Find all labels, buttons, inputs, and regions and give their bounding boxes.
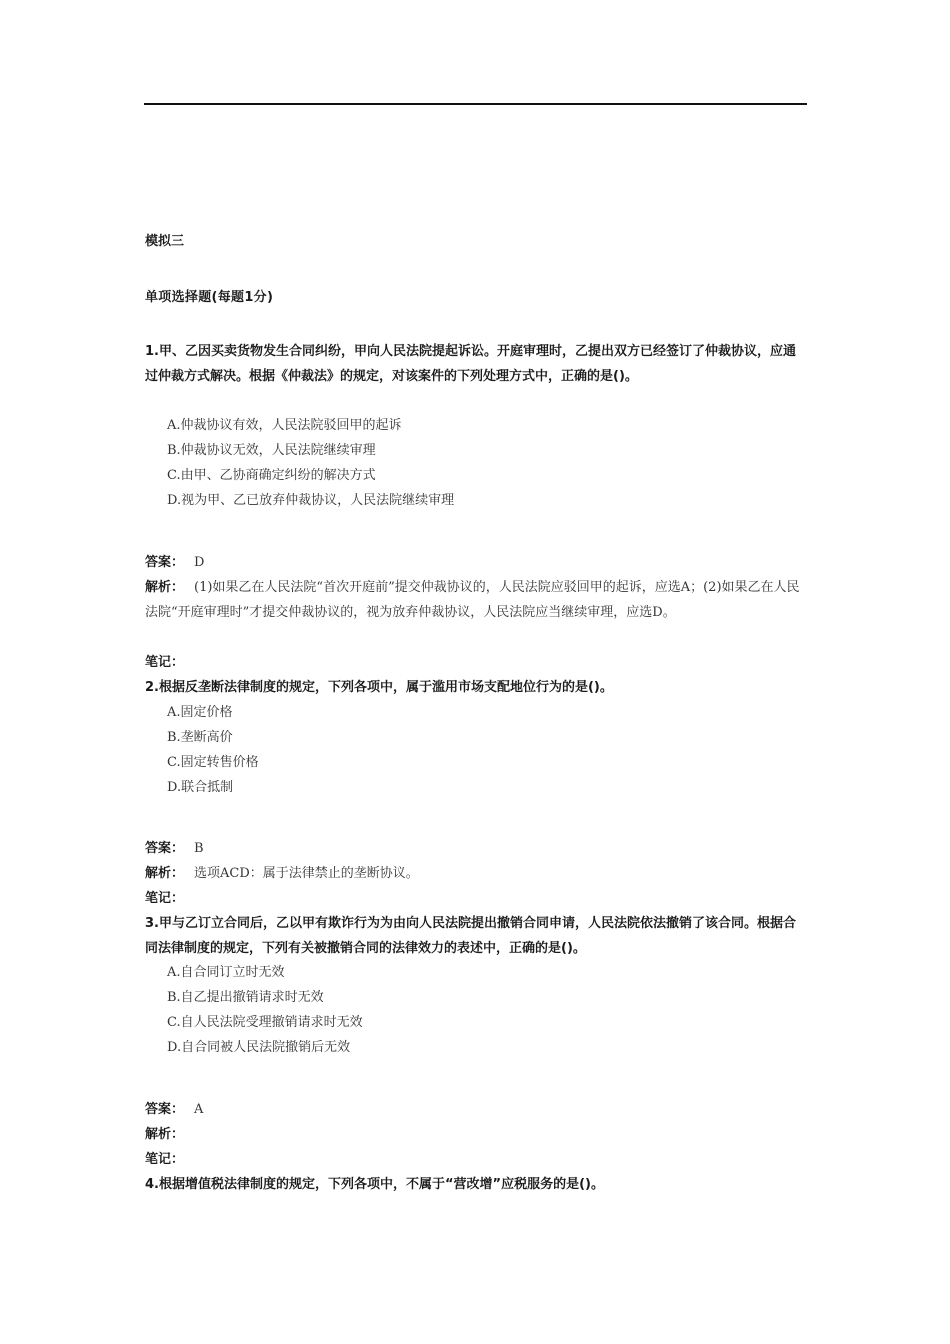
question-2-stem: 2.根据反垄断法律制度的规定，下列各项中，属于滥用市场支配地位行为的是()。 bbox=[145, 680, 613, 695]
question-2-option-b: B.垄断高价 bbox=[167, 730, 233, 745]
question-1-notes bbox=[145, 650, 807, 675]
question-3-analysis bbox=[145, 1122, 807, 1147]
question-1-analysis bbox=[145, 575, 807, 625]
page-title: 模拟三 bbox=[145, 234, 185, 249]
question-3-option-c: C.自人民法院受理撤销请求时无效 bbox=[167, 1015, 363, 1030]
analysis-label: 解析： bbox=[145, 1127, 185, 1142]
question-3-answer bbox=[145, 1097, 807, 1122]
answer-label: 答案： bbox=[145, 555, 185, 570]
analysis-text: 选项ACD：属于法律禁止的垄断协议。 bbox=[194, 866, 419, 881]
question-3-stem: 3.甲与乙订立合同后，乙以甲有欺诈行为为由向人民法院提出撤销合同申请，人民法院依法撤销了该合同。根据合同法律制度的规定，下列有关被撤销合同的法律效力的表述中，正确的是()。 bbox=[145, 916, 796, 956]
analysis-label: 解析： bbox=[145, 580, 185, 595]
question-2-answer bbox=[145, 836, 807, 861]
question-1-option-b: B.仲裁协议无效，人民法院继续审理 bbox=[167, 443, 376, 458]
answer-value: D bbox=[194, 555, 205, 570]
answer-label: 答案： bbox=[145, 1102, 185, 1117]
header-rule bbox=[144, 103, 807, 105]
question-3-option-b: B.自乙提出撤销请求时无效 bbox=[167, 990, 324, 1005]
question-1-stem: 1.甲、乙因买卖货物发生合同纠纷，甲向人民法院提起诉讼。开庭审理时，乙提出双方已经签订了仲裁协议，应通过仲裁方式解决。根据《仲裁法》的规定，对该案件的下列处理方式中，正确的是()。 bbox=[145, 344, 796, 384]
question-3-notes bbox=[145, 1147, 807, 1172]
question-2-notes bbox=[145, 886, 807, 911]
question-2-option-a: A.固定价格 bbox=[167, 705, 233, 720]
question-2-analysis bbox=[145, 861, 807, 886]
answer-value: B bbox=[194, 841, 204, 856]
question-4-stem: 4.根据增值税法律制度的规定，下列各项中，不属于“营改增”应税服务的是()。 bbox=[145, 1177, 604, 1192]
question-3-option-a: A.自合同订立时无效 bbox=[167, 965, 285, 980]
question-1-option-d: D.视为甲、乙已放弃仲裁协议，人民法院继续审理 bbox=[167, 493, 455, 508]
question-1-option-c: C.由甲、乙协商确定纠纷的解决方式 bbox=[167, 468, 376, 483]
question-2-option-d: D.联合抵制 bbox=[167, 780, 234, 795]
notes-label: 笔记： bbox=[145, 655, 185, 670]
analysis-text: (1)如果乙在人民法院“首次开庭前”提交仲裁协议的，人民法院应驳回甲的起诉，应选A；(2)如果乙在人民法院“开庭审理时”才提交仲裁协议的，视为放弃仲裁协议，人民法院应当继续审理，应选D。 bbox=[145, 580, 800, 620]
question-1-answer bbox=[145, 550, 807, 575]
question-1-option-a: A.仲裁协议有效，人民法院驳回甲的起诉 bbox=[167, 418, 402, 433]
answer-label: 答案： bbox=[145, 841, 185, 856]
answer-value: A bbox=[194, 1102, 204, 1117]
question-3-option-d: D.自合同被人民法院撤销后无效 bbox=[167, 1040, 351, 1055]
notes-label: 笔记： bbox=[145, 891, 185, 906]
section-title: 单项选择题(每题1分) bbox=[145, 290, 274, 305]
question-2-option-c: C.固定转售价格 bbox=[167, 755, 259, 770]
notes-label: 笔记： bbox=[145, 1152, 185, 1167]
analysis-label: 解析： bbox=[145, 866, 185, 881]
